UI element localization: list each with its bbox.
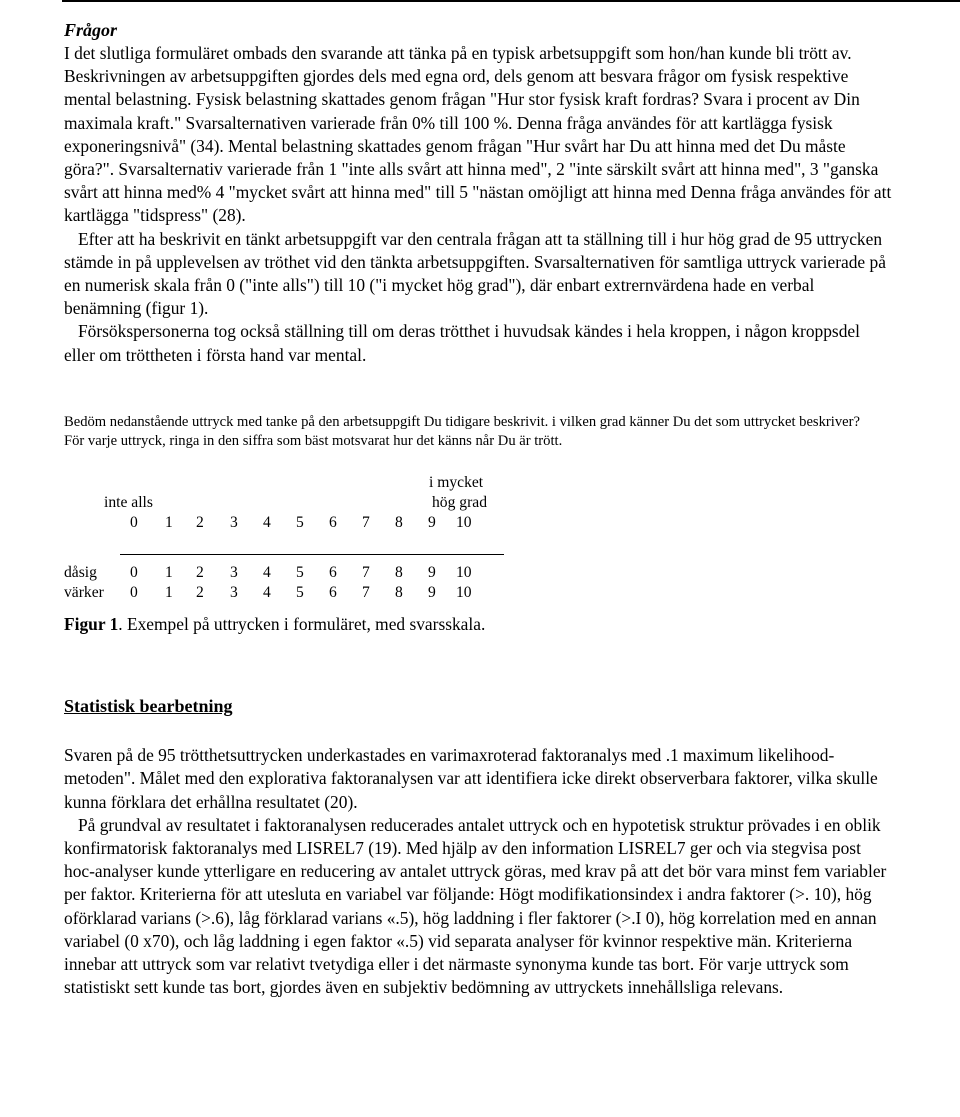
row-value[interactable]: 9 <box>428 584 436 602</box>
row-value[interactable]: 0 <box>130 564 138 582</box>
figure-caption-text: . Exempel på uttrycken i formuläret, med svarsskala. <box>118 614 486 635</box>
row-value[interactable]: 5 <box>296 584 304 602</box>
row-value[interactable]: 2 <box>196 584 204 602</box>
statistik-paragraph-2: På grundval av resultatet i faktoranalysen reducerades antalet uttryck och en hypotetisk struktur prövades i en oblik konfirmatorisk faktoranalys med LISREL7 (19). Med hjälp av den information LISREL7 ger och via stegvisa post hoc-analyser kunde ytterligare en reducering av antalet uttryck göras, med krav på att det bör vara minst fem variabler per faktor. Kriterierna för att utesluta en variabel var följande: Högt modifikationsindex i andra faktorer (>. 10), hög oförklarad varians (>.6), låg förklarad varians «.5), hög laddning i fler faktorer (>.I 0), hög korrelation med en annan variabel (0 x70), och låg laddning i egen faktor «.5) vid separata analyser för kvinnor respektive män. Kriterierna innebar att uttryck som var relativt tvetydiga eller i det närmaste synonyma kunde tas bort. För varje uttryck som statistiskt sett kunde tas bort, gjordes även en subjektiv bedömning av uttryckets innehållsliga relevans. <box>64 814 887 998</box>
document-page <box>64 14 894 999</box>
row-value[interactable]: 4 <box>263 584 271 602</box>
row-value[interactable]: 10 <box>456 584 472 602</box>
scale-number: 1 <box>165 514 173 532</box>
top-rule <box>62 0 960 2</box>
form-instruction-1: Bedöm nedanstående uttryck med tanke på den arbetsuppgift Du tidigare beskrivit. i vilken grad känner Du det som uttrycket beskriver? <box>64 413 860 430</box>
scale-high-label-line1: i mycket <box>429 474 484 492</box>
scale-low-label: inte alls <box>104 494 153 512</box>
statistik-paragraph-1: Svaren på de 95 trötthetsuttrycken underkastades en varimaxroterad faktoranalys med .1 maximum likelihood-metoden". Målet med den explorativa faktoranalysen var att identifiera icke direkt observerbara faktorer, vilka skulle kunna förklara det erhållna resultatet (20). <box>64 745 878 812</box>
scale-number: 10 <box>456 514 472 532</box>
row-value[interactable]: 7 <box>362 564 370 582</box>
statistik-body <box>64 744 894 999</box>
row-label-varker: värker <box>64 584 104 602</box>
row-value[interactable]: 1 <box>165 584 173 602</box>
row-value[interactable]: 8 <box>395 584 403 602</box>
row-value[interactable]: 6 <box>329 584 337 602</box>
scale-number: 3 <box>230 514 238 532</box>
scale-number: 5 <box>296 514 304 532</box>
row-value[interactable]: 9 <box>428 564 436 582</box>
section-title-fragor: Frågor <box>64 20 118 40</box>
row-value[interactable]: 2 <box>196 564 204 582</box>
row-label-dasig: dåsig <box>64 564 97 582</box>
row-value[interactable]: 10 <box>456 564 472 582</box>
row-value[interactable]: 6 <box>329 564 337 582</box>
row-value[interactable]: 8 <box>395 564 403 582</box>
scale-number: 8 <box>395 514 403 532</box>
figure-caption <box>64 613 894 636</box>
row-value[interactable]: 1 <box>165 564 173 582</box>
scale-number: 6 <box>329 514 337 532</box>
section-heading-statistik: Statistisk bearbetning <box>64 696 233 717</box>
scale-number: 9 <box>428 514 436 532</box>
fragor-paragraph-1: I det slutliga formuläret ombads den svarande att tänka på en typisk arbetsuppgift som hon/han kunde bli trött av. Beskrivningen av arbetsuppgiften gjordes dels med egna ord, dels genom att besvara frågor om fysisk respektive mental belastning. Fysisk belastning skattades genom frågan "Hur stor fysisk kraft fordras? Svara i procent av Din maximala kraft." Svarsalternativen varierade från 0% till 100 %. Denna fråga användes för att kartlägga fysisk exponeringsnivå" (34). Mental belastning skattades genom frågan "Hur svårt har Du att hinna med det Du måste göra?". Svarsalternativ varierade från 1 "inte alls svårt att hinna med", 2 "inte särskilt svårt att hinna med", 3 "ganska svårt att hinna med% 4 "mycket svårt att hinna med" till 5 "nästan omöjligt att hinna med Denna fråga användes för att kartlägga "tidspress" (28). <box>64 43 892 226</box>
row-value[interactable]: 3 <box>230 564 238 582</box>
scale-number: 4 <box>263 514 271 532</box>
scale-number: 7 <box>362 514 370 532</box>
figure-caption-label: Figur 1 <box>64 614 119 635</box>
fragor-paragraph-2: Efter att ha beskrivit en tänkt arbetsuppgift var den centrala frågan att ta ställning till i hur hög grad de 95 uttrycken stämde in på upplevelsen av tröthet vid den tänkta arbetsuppgiften. Svarsalternativen för samtliga uttryck varierade på en numerisk skala från 0 ("inte alls") till 10 ("i mycket hög grad"), där enbart extrernvärdena hade en verbal benämning (figur 1). <box>64 228 886 319</box>
row-value[interactable]: 5 <box>296 564 304 582</box>
form-example <box>64 413 894 603</box>
scale-rule <box>120 554 504 555</box>
row-value[interactable]: 3 <box>230 584 238 602</box>
row-value[interactable]: 7 <box>362 584 370 602</box>
scale-high-label-line2: hög grad <box>432 494 487 512</box>
scale-number: 0 <box>130 514 138 532</box>
row-value[interactable]: 0 <box>130 584 138 602</box>
rating-scale <box>64 473 894 603</box>
row-value[interactable]: 4 <box>263 564 271 582</box>
fragor-paragraph-3: Försökspersonerna tog också ställning till om deras trötthet i huvudsak kändes i hela kroppen, i någon kroppsdel eller om tröttheten i första hand var mental. <box>64 321 860 365</box>
form-instruction-2: För varje uttryck, ringa in den siffra som bäst motsvarat hur det känns når Du är trött. <box>64 433 563 450</box>
scale-number: 2 <box>196 514 204 532</box>
